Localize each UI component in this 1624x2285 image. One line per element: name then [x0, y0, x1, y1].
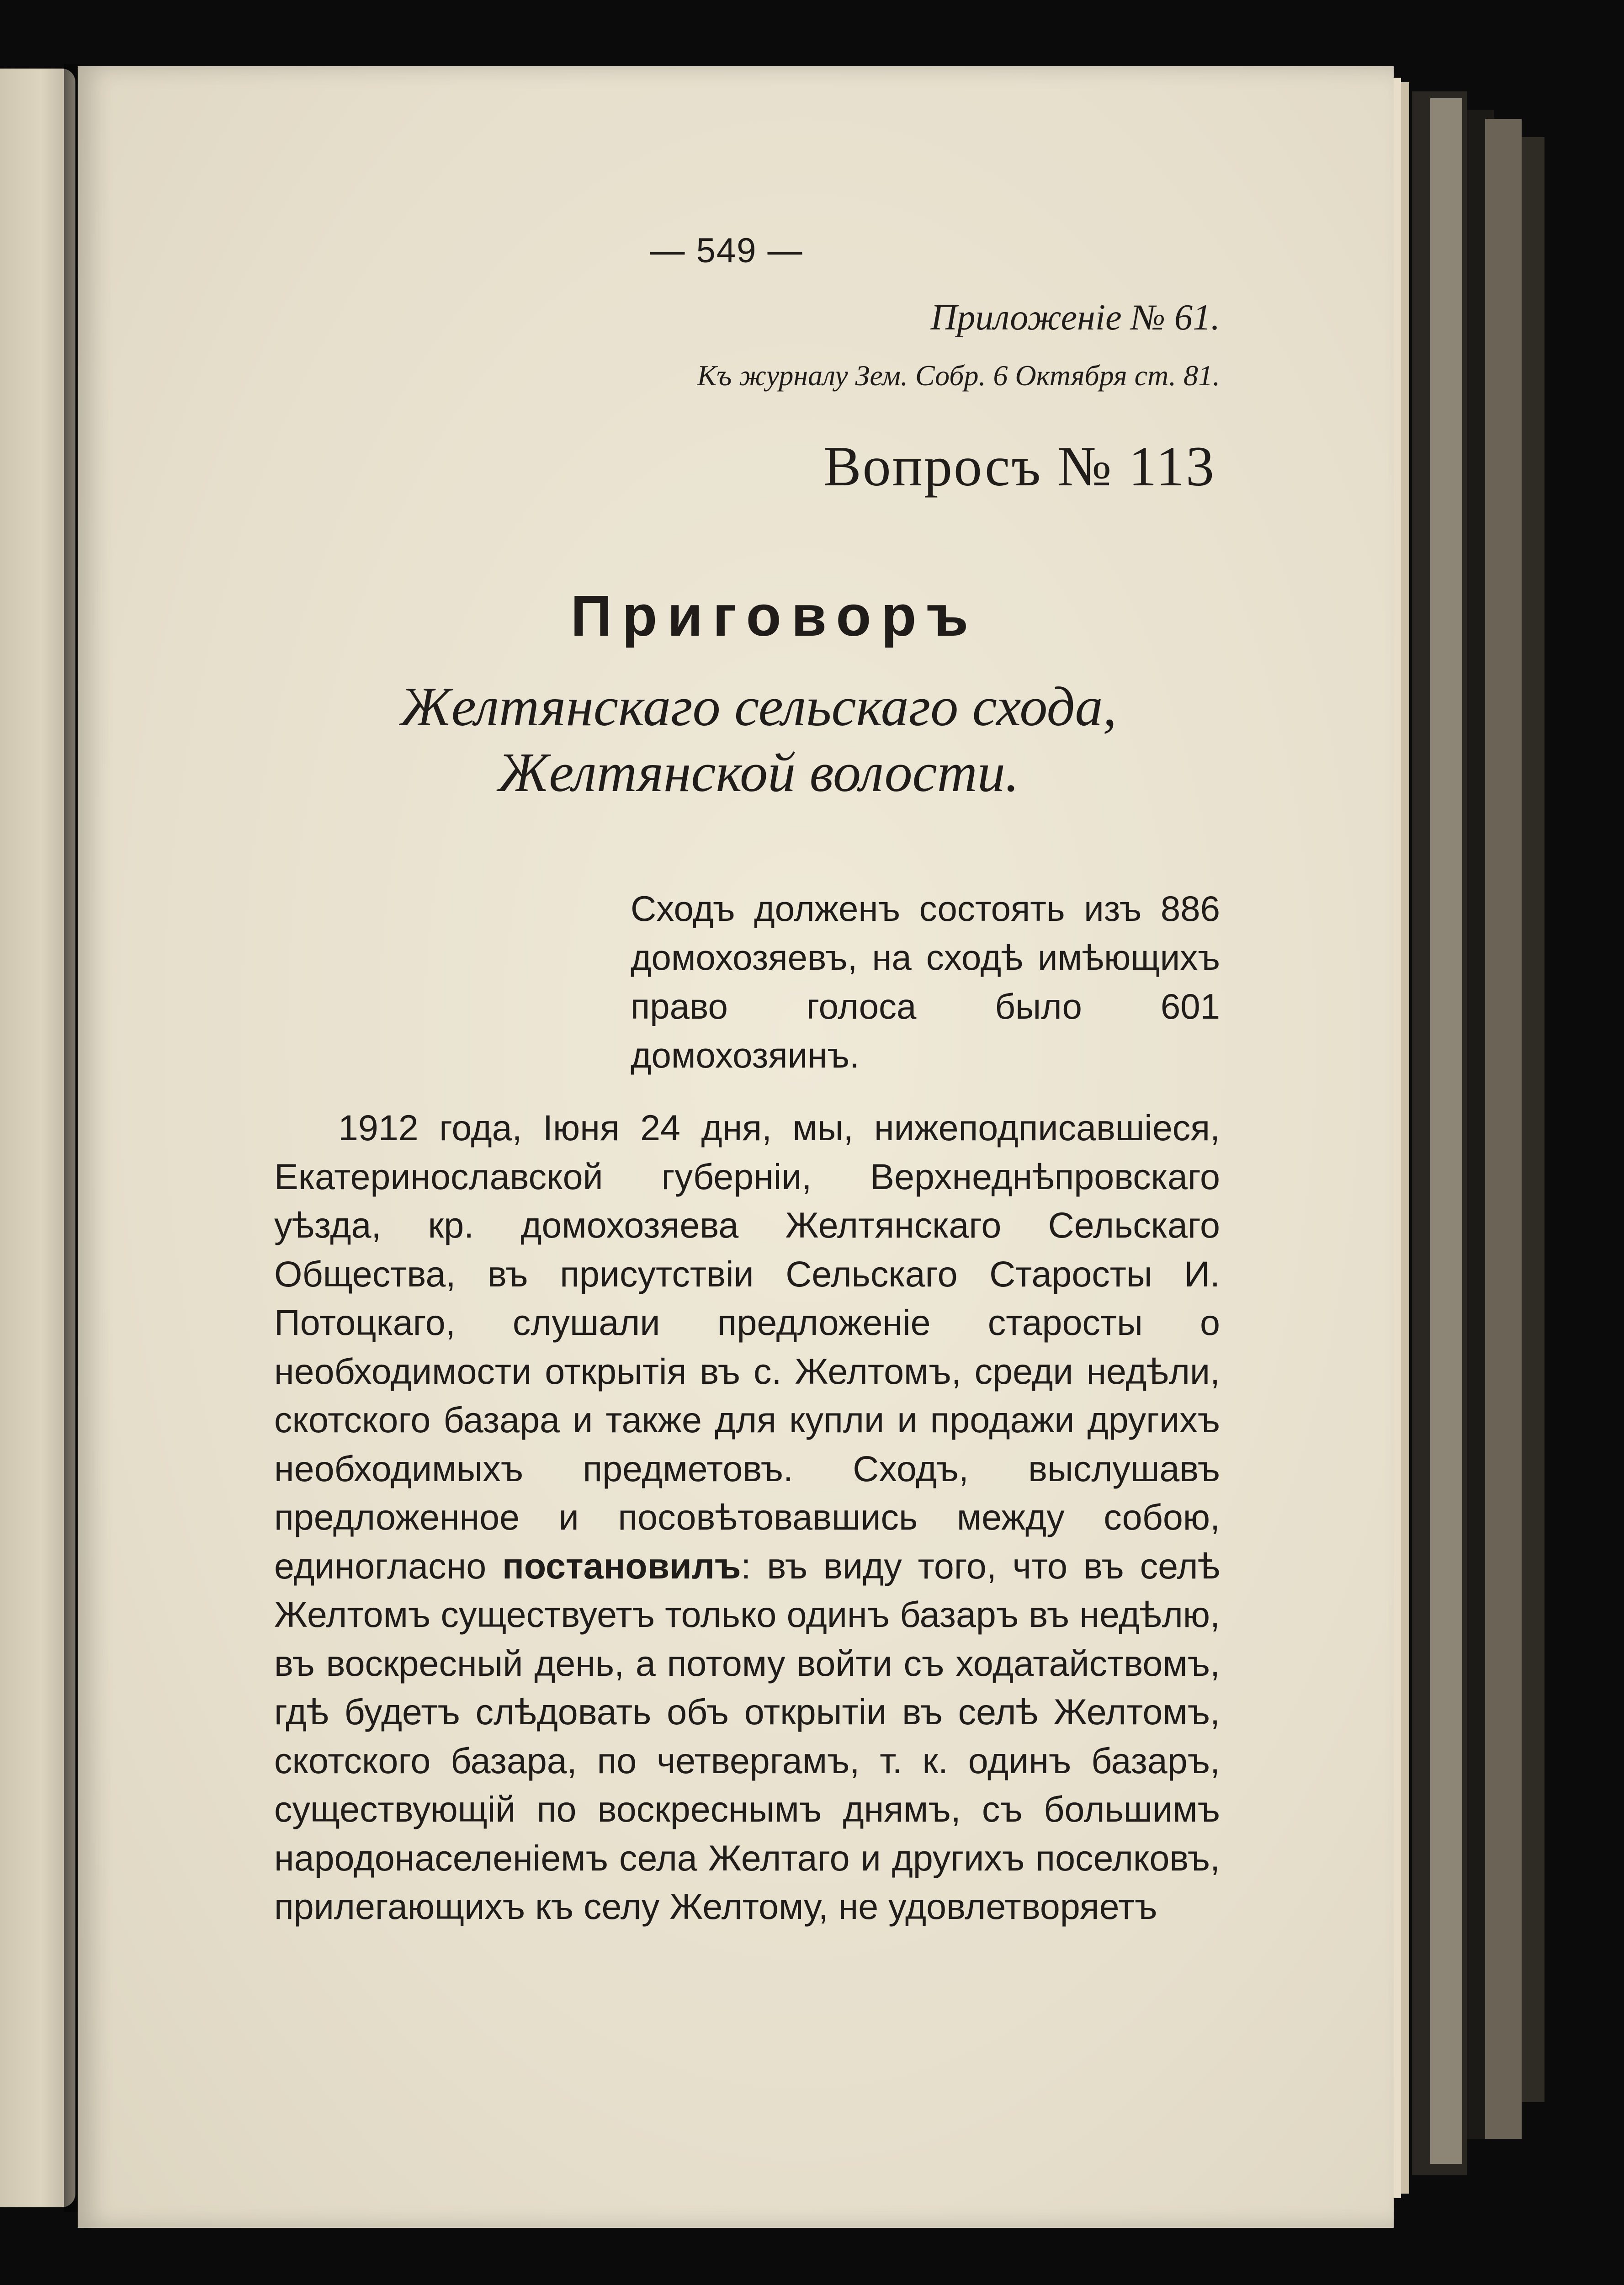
body-text-part1: 1912 года, Іюня 24 дня, мы, нижеподписавшіеся, Екатеринославской губерніи, Верхнеднѣпровскаго уѣзда, кр. домохозяева Желтянскаго Сельскаго Общества, въ присутствіи Сельскаго Старосты И. Потоцкаго, слушали предложеніе старосты о необходимости открытія въ с. Желтомъ, среди недѣли, скотского базара и также для купли и продажи другихъ необходимыхъ предметовъ. Сходъ, выслушавъ предложенное и посовѣтовавшись между собою, единогласно — [274, 1107, 1220, 1586]
document-subtitle: Желтянскаго сельскаго схода, Желтянской волости. — [400, 676, 1117, 803]
body-paragraph — [274, 1104, 1220, 1931]
book-page — [78, 66, 1394, 2228]
page-edge — [1401, 82, 1409, 2194]
question-number: Вопросъ № 113 — [823, 435, 1215, 498]
page-number: — 549 — — [650, 231, 803, 270]
journal-reference: Къ журналу Зем. Собр. 6 Октября ст. 81. — [697, 359, 1220, 392]
page-edge — [1485, 119, 1522, 2139]
page-edge — [1522, 137, 1544, 2102]
page-edge — [1430, 98, 1462, 2164]
body-text-part2: : въ виду того, что въ селѣ Желтомъ существуетъ только одинъ базаръ въ недѣлю, въ воскресный день, а потому войти съ ходатайствомъ, гдѣ будетъ слѣдовать объ открытіи въ селѣ Желтомъ, скотского базара, по четвергамъ, т. к. одинъ базаръ, существующій по воскреснымъ днямъ, съ большимъ народонаселеніемъ села Желтаго и другихъ поселковъ, прилегающихъ къ селу Желтому, не удовлетворяетъ — [274, 1545, 1221, 1927]
body-emphasis: постановилъ — [502, 1545, 741, 1586]
meeting-attendance-note: Сходъ долженъ состоять изъ 886 домохозяевъ, на сходѣ имѣющихъ право голоса было 601 домохозяинъ. — [631, 888, 1220, 1075]
document-title: Приговоръ — [570, 584, 979, 648]
appendix-label: Приложеніе № 61. — [930, 298, 1220, 338]
